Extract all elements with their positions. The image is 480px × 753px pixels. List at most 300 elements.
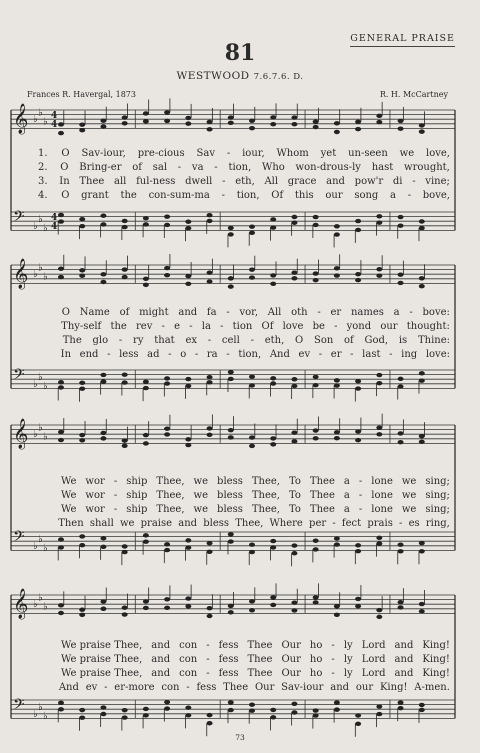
note-head bbox=[270, 603, 276, 607]
note-head bbox=[355, 379, 361, 383]
note-head bbox=[100, 213, 106, 217]
note-head bbox=[355, 713, 361, 717]
note-head bbox=[164, 432, 170, 436]
lyric-word: Then bbox=[58, 518, 84, 529]
note-head bbox=[228, 115, 234, 119]
lyric-word: In bbox=[59, 176, 70, 187]
note-head bbox=[419, 284, 425, 288]
note-head bbox=[79, 217, 85, 221]
note-head bbox=[313, 383, 319, 387]
note-head bbox=[291, 115, 297, 119]
verse-number: 3. bbox=[38, 176, 48, 187]
lyric-word: we bbox=[119, 518, 135, 529]
note-head bbox=[249, 383, 255, 387]
lyric-line bbox=[52, 654, 450, 668]
tune-name: WESTWOOD bbox=[176, 70, 250, 82]
lyric-word: er bbox=[330, 349, 342, 360]
note-head bbox=[164, 223, 170, 227]
lyric-word: ly bbox=[343, 640, 353, 651]
note-head bbox=[185, 713, 191, 717]
lyric-line bbox=[38, 190, 450, 204]
treble-clef-icon: 𝄞 bbox=[13, 104, 29, 134]
lyric-word: Lord bbox=[361, 668, 386, 679]
note-head bbox=[207, 270, 213, 274]
note-head bbox=[228, 370, 234, 374]
treble-clef-icon: 𝄞 bbox=[13, 589, 29, 619]
note-head bbox=[122, 380, 128, 384]
lyric-word: ho bbox=[309, 654, 323, 665]
lyric-word: er bbox=[330, 307, 342, 318]
note-head bbox=[270, 273, 276, 277]
lyric-word: - bbox=[412, 176, 416, 187]
lyric-word: is bbox=[398, 335, 408, 346]
lyric-word: shall bbox=[89, 518, 114, 529]
note-head bbox=[185, 384, 191, 388]
lyric-word: ra bbox=[206, 349, 218, 360]
note-head bbox=[79, 386, 85, 390]
lyric-word: dwell bbox=[185, 176, 213, 187]
lyric-line bbox=[52, 349, 450, 363]
lyric-word: di bbox=[392, 176, 403, 187]
lyric-word: all bbox=[114, 176, 127, 187]
note-head bbox=[164, 266, 170, 270]
note-head bbox=[398, 549, 404, 553]
lyric-word: love, bbox=[426, 148, 450, 159]
lyric-word: of bbox=[132, 162, 142, 173]
note-head bbox=[249, 709, 255, 713]
note-head bbox=[355, 549, 361, 553]
note-head bbox=[143, 277, 149, 281]
note-head bbox=[249, 550, 255, 554]
note-head bbox=[79, 128, 85, 132]
lyric-word: we bbox=[401, 504, 417, 515]
lyric-word: tion, bbox=[236, 190, 260, 201]
lyric-word: the bbox=[120, 190, 137, 201]
note-head bbox=[79, 716, 85, 720]
lyric-word: To bbox=[288, 476, 301, 487]
lyric-word: ry bbox=[133, 335, 144, 346]
lyric-word: ly bbox=[343, 654, 353, 665]
lyric-word: we bbox=[193, 490, 209, 501]
note-head bbox=[79, 708, 85, 712]
lyric-word: Our bbox=[281, 668, 301, 679]
note-head bbox=[270, 595, 276, 599]
lyric-line bbox=[52, 682, 450, 696]
flat-icon: ♭ bbox=[38, 213, 43, 225]
lyric-word: wrought, bbox=[404, 162, 450, 173]
lyric-line bbox=[52, 490, 450, 504]
note-head bbox=[164, 110, 170, 114]
lyric-word: We bbox=[61, 490, 77, 501]
note-head bbox=[58, 707, 64, 711]
note-head bbox=[79, 122, 85, 126]
note-head bbox=[164, 273, 170, 277]
note-head bbox=[100, 379, 106, 383]
lyric-word: Thee, bbox=[251, 490, 280, 501]
note-head bbox=[291, 377, 297, 381]
note-head bbox=[398, 272, 404, 276]
lyric-word: wor bbox=[85, 476, 105, 487]
lyric-word: - bbox=[220, 321, 224, 332]
note-head bbox=[207, 713, 213, 717]
lyric-word: - bbox=[104, 682, 108, 693]
lyric-word: fa bbox=[206, 307, 217, 318]
lyric-word: fect bbox=[341, 518, 362, 529]
lyric-word: con bbox=[179, 640, 198, 651]
note-head bbox=[249, 275, 255, 279]
note-head bbox=[249, 435, 255, 439]
note-head bbox=[270, 539, 276, 543]
lyric-word: a bbox=[343, 504, 350, 515]
note-head bbox=[207, 606, 213, 610]
flat-icon: ♭ bbox=[33, 540, 38, 552]
flat-icon: ♭ bbox=[38, 533, 43, 545]
note-head bbox=[228, 708, 234, 712]
note-head bbox=[207, 433, 213, 437]
lyric-word: King! bbox=[422, 640, 450, 651]
note-head bbox=[79, 381, 85, 385]
note-head bbox=[164, 548, 170, 552]
meter: 7.6.7.6. D. bbox=[253, 72, 304, 82]
note-head bbox=[398, 440, 404, 444]
lyric-word: bless bbox=[203, 518, 230, 529]
lyric-word: - bbox=[350, 349, 354, 360]
note-head bbox=[249, 126, 255, 130]
note-head bbox=[228, 284, 234, 288]
note-head bbox=[164, 381, 170, 385]
note-head bbox=[376, 536, 382, 540]
lyric-word: con bbox=[161, 682, 180, 693]
note-head bbox=[100, 545, 106, 549]
note-head bbox=[207, 614, 213, 618]
verse-number: 4. bbox=[38, 190, 48, 201]
note-head bbox=[270, 217, 276, 221]
note-head bbox=[376, 267, 382, 271]
note-head bbox=[334, 130, 340, 134]
note-head bbox=[58, 213, 64, 217]
note-head bbox=[376, 114, 382, 118]
note-head bbox=[419, 219, 425, 223]
note-head bbox=[100, 599, 106, 603]
lyric-word: - bbox=[206, 640, 210, 651]
note-head bbox=[228, 377, 234, 381]
lyric-word: cell bbox=[221, 335, 240, 346]
bass-clef-icon: 𝄢 bbox=[13, 528, 25, 549]
lyric-word: - bbox=[389, 349, 393, 360]
lyric-word: - bbox=[118, 335, 123, 346]
note-head bbox=[207, 219, 213, 223]
note-head bbox=[185, 226, 191, 230]
note-head bbox=[398, 281, 404, 285]
lyric-word: King! bbox=[422, 654, 450, 665]
note-head bbox=[164, 700, 170, 704]
note-head bbox=[249, 119, 255, 123]
lyric-line bbox=[52, 504, 450, 518]
note-head bbox=[334, 436, 340, 440]
note-head bbox=[143, 441, 149, 445]
flat-icon: ♭ bbox=[43, 116, 48, 128]
note-head bbox=[207, 120, 213, 124]
note-head bbox=[122, 708, 128, 712]
lyric-line bbox=[52, 518, 450, 532]
lyric-word: - bbox=[399, 518, 403, 529]
lyric-word: a bbox=[343, 476, 350, 487]
note-head bbox=[185, 121, 191, 125]
note-head bbox=[419, 371, 425, 375]
lyric-word: and bbox=[394, 654, 414, 665]
lyric-word: King! bbox=[379, 682, 408, 693]
lyric-word: O bbox=[295, 335, 304, 346]
lyric-word: song bbox=[354, 190, 379, 201]
note-head bbox=[313, 375, 319, 379]
lyric-word: Bring-er bbox=[79, 162, 122, 173]
note-head bbox=[228, 700, 234, 704]
lyric-word: con bbox=[179, 668, 198, 679]
lyric-word: Thee, bbox=[251, 504, 280, 515]
note-head bbox=[143, 386, 149, 390]
lyric-word: and bbox=[330, 682, 350, 693]
note-head bbox=[291, 122, 297, 126]
lyric-word: - bbox=[177, 162, 182, 173]
page-number: 73 bbox=[235, 733, 245, 742]
lyric-word: To bbox=[288, 504, 301, 515]
lyric-word: yet bbox=[320, 148, 337, 159]
note-head bbox=[207, 127, 213, 131]
lyric-word: con bbox=[179, 654, 198, 665]
note-head bbox=[291, 430, 297, 434]
lyric-word: - bbox=[331, 654, 335, 665]
note-head bbox=[291, 543, 297, 547]
note-head bbox=[376, 704, 382, 708]
note-head bbox=[419, 276, 425, 280]
note-head bbox=[122, 372, 128, 376]
lyric-word: - bbox=[113, 490, 118, 501]
note-head bbox=[376, 425, 382, 429]
note-head bbox=[334, 224, 340, 228]
lyric-word: We praise Thee, bbox=[61, 640, 143, 651]
note-head bbox=[376, 615, 382, 619]
lyric-word: praise bbox=[140, 518, 173, 529]
note-head bbox=[249, 703, 255, 707]
note-head bbox=[270, 376, 276, 380]
lyric-word: the bbox=[110, 321, 127, 332]
note-head bbox=[79, 268, 85, 272]
note-head bbox=[122, 275, 128, 279]
lyric-word: - bbox=[206, 654, 210, 665]
flat-icon: ♭ bbox=[43, 543, 48, 555]
note-head bbox=[355, 438, 361, 442]
note-head bbox=[143, 713, 149, 717]
note-head bbox=[79, 607, 85, 611]
lyric-word: eth, bbox=[264, 335, 285, 346]
lyric-word: Thee, bbox=[156, 490, 185, 501]
note-head bbox=[419, 129, 425, 133]
lyric-word: A-men. bbox=[414, 682, 450, 693]
lyric-word: - bbox=[113, 476, 118, 487]
note-head bbox=[164, 706, 170, 710]
lyric-word: a bbox=[343, 490, 350, 501]
note-head bbox=[398, 605, 404, 609]
lyric-word: The bbox=[62, 335, 82, 346]
note-head bbox=[228, 610, 234, 614]
note-head bbox=[249, 224, 255, 228]
lyric-word: our bbox=[355, 682, 374, 693]
note-head bbox=[122, 612, 128, 616]
note-head bbox=[100, 373, 106, 377]
time-signature: 4 bbox=[51, 120, 58, 130]
note-head bbox=[313, 120, 319, 124]
flat-icon: ♭ bbox=[33, 429, 38, 441]
note-head bbox=[355, 228, 361, 232]
lyric-word: - bbox=[250, 335, 254, 346]
lyric-word: Thee bbox=[247, 668, 273, 679]
note-head bbox=[313, 428, 319, 432]
lyric-word: eth, bbox=[235, 176, 255, 187]
flat-icon: ♭ bbox=[38, 592, 43, 604]
note-head bbox=[143, 111, 149, 115]
note-head bbox=[58, 122, 64, 126]
lyric-word: our bbox=[325, 190, 343, 201]
lyric-word: Our bbox=[281, 640, 301, 651]
note-head bbox=[79, 274, 85, 278]
note-head bbox=[164, 376, 170, 380]
lyric-word: Thy-self bbox=[61, 321, 102, 332]
lyric-word: and bbox=[394, 640, 414, 651]
note-head bbox=[143, 433, 149, 437]
note-head bbox=[249, 444, 255, 448]
note-head bbox=[355, 120, 361, 124]
note-head bbox=[79, 433, 85, 437]
note-head bbox=[249, 374, 255, 378]
lyric-word: and bbox=[151, 654, 171, 665]
lyric-word: va bbox=[191, 162, 204, 173]
lyric-word: - bbox=[331, 668, 335, 679]
lyric-word: un-seen bbox=[348, 148, 388, 159]
note-head bbox=[122, 121, 128, 125]
note-head bbox=[122, 219, 128, 223]
flat-icon: ♭ bbox=[33, 378, 38, 390]
lyric-word: bove, bbox=[422, 190, 450, 201]
lyric-word: King! bbox=[422, 668, 450, 679]
lyric-word: less bbox=[119, 349, 139, 360]
note-head bbox=[185, 545, 191, 549]
lyric-word: Lord bbox=[361, 640, 386, 651]
note-head bbox=[185, 538, 191, 542]
author-credit: Frances R. Havergal, 1873 bbox=[27, 90, 136, 99]
note-head bbox=[100, 712, 106, 716]
lyric-line bbox=[52, 321, 450, 335]
note-head bbox=[100, 119, 106, 123]
lyric-word: con-sum-ma bbox=[148, 190, 210, 201]
note-head bbox=[270, 225, 276, 229]
note-head bbox=[58, 131, 64, 135]
lyric-word: a bbox=[393, 307, 400, 318]
note-head bbox=[185, 706, 191, 710]
lyric-word: - bbox=[221, 190, 225, 201]
lyric-word: of bbox=[119, 307, 130, 318]
lyric-word: We praise Thee, bbox=[61, 654, 143, 665]
note-head bbox=[270, 381, 276, 385]
note-head bbox=[143, 606, 149, 610]
lyric-word: - bbox=[186, 682, 190, 693]
lyric-word: fess bbox=[196, 682, 217, 693]
note-head bbox=[79, 534, 85, 538]
note-head bbox=[419, 708, 425, 712]
lyric-word: Son bbox=[313, 335, 334, 346]
note-head bbox=[376, 120, 382, 124]
note-head bbox=[291, 270, 297, 274]
note-head bbox=[228, 604, 234, 608]
note-head bbox=[207, 375, 213, 379]
lyric-word: sing; bbox=[425, 490, 450, 501]
note-head bbox=[355, 543, 361, 547]
note-head bbox=[249, 599, 255, 603]
note-head bbox=[291, 608, 297, 612]
note-head bbox=[398, 600, 404, 604]
lyric-word: and bbox=[151, 640, 171, 651]
note-head bbox=[164, 606, 170, 610]
note-head bbox=[143, 119, 149, 123]
flat-icon: ♭ bbox=[38, 107, 43, 119]
lyric-word: - bbox=[107, 349, 111, 360]
lyric-word: - bbox=[409, 307, 413, 318]
flat-icon: ♭ bbox=[38, 422, 43, 434]
note-head bbox=[313, 215, 319, 219]
note-head bbox=[58, 545, 64, 549]
lyric-word: Of bbox=[271, 190, 284, 201]
lyric-word: fess bbox=[218, 668, 239, 679]
lyric-word: - bbox=[317, 307, 321, 318]
lyric-word: iour, bbox=[242, 148, 265, 159]
note-head bbox=[270, 442, 276, 446]
flat-icon: ♭ bbox=[43, 601, 48, 613]
note-head bbox=[228, 428, 234, 432]
lyric-word: Where bbox=[269, 518, 303, 529]
lyric-line bbox=[52, 668, 450, 682]
lyric-word: wor bbox=[85, 504, 105, 515]
lyric-word: tion bbox=[232, 321, 253, 332]
lyric-word: ev bbox=[85, 682, 98, 693]
note-head bbox=[334, 266, 340, 270]
lyric-word: oth bbox=[291, 307, 308, 318]
lyric-word: Sav bbox=[196, 148, 215, 159]
bass-clef-icon: 𝄢 bbox=[13, 696, 25, 717]
note-head bbox=[58, 430, 64, 434]
note-head bbox=[419, 609, 425, 613]
lyric-word: - bbox=[334, 321, 338, 332]
lyric-word: er-more bbox=[114, 682, 155, 693]
verse-number: 1. bbox=[38, 148, 48, 159]
note-head bbox=[419, 541, 425, 545]
flat-icon: ♭ bbox=[33, 708, 38, 720]
lyric-word: names bbox=[350, 307, 384, 318]
lyric-word: bless bbox=[217, 476, 243, 487]
lyric-word: vine; bbox=[425, 176, 450, 187]
lyric-line bbox=[52, 476, 450, 490]
note-head bbox=[207, 279, 213, 283]
time-signature: 4 bbox=[51, 111, 58, 121]
note-head bbox=[355, 604, 361, 608]
lyric-word: be bbox=[312, 321, 325, 332]
note-head bbox=[313, 436, 319, 440]
lyric-word: O bbox=[60, 162, 69, 173]
note-head bbox=[122, 267, 128, 271]
note-head bbox=[334, 536, 340, 540]
lyric-word: - bbox=[318, 349, 323, 360]
lyric-word: All bbox=[267, 307, 282, 318]
lyric-word: ho bbox=[309, 668, 323, 679]
note-head bbox=[270, 545, 276, 549]
